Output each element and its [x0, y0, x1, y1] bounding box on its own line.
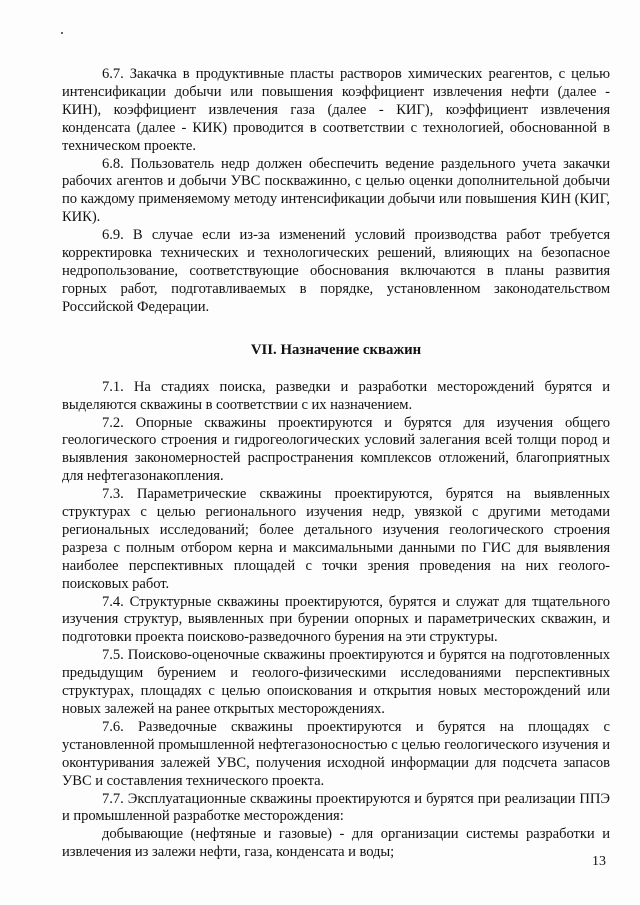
- paragraph-6-7: 6.7. Закачка в продуктивные пласты растворов химических реагентов, с целью интенсификации добычи или повышения коэффициент извлечения нефти (далее - КИН), коэффициент извлечения газа (далее - КИГ), коэффициент извлечения конденсата (далее - КИК) проводится в соответствии с технологией, обоснованной в техническом проекте.: [62, 66, 610, 154]
- scan-speck: [61, 32, 63, 34]
- paragraph-producing-wells: добывающие (нефтяные и газовые) - для организации системы разработки и извлечения из залежи нефти, газа, конденсата и воды;: [62, 826, 610, 861]
- paragraph-7-5: 7.5. Поисково-оценочные скважины проектируются и бурятся на подготовленных предыдущим бурением и геолого-физическими исследованиями перспективных структурах, площадях с целью опоискования и открытия новых месторождений или новых залежей на ранее открытых месторождениях.: [62, 647, 610, 717]
- paragraph-7-7: 7.7. Эксплуатационные скважины проектируются и бурятся при реализации ППЭ и промышленной разработке месторождения:: [62, 790, 610, 825]
- paragraph-6-8: 6.8. Пользователь недр должен обеспечить ведение раздельного учета закачки рабочих агентов и добычи УВС поскважинно, с целью оценки дополнительной добычи по каждому применяемому методу интенсификации добычи или повышения КИН (КИГ, КИК).: [62, 155, 610, 226]
- page-number: 13: [592, 854, 606, 869]
- paragraph-7-1: 7.1. На стадиях поиска, разведки и разработки месторождений бурятся и выделяются скважины в соответствии с их назначением.: [62, 378, 610, 413]
- document-body: [62, 66, 610, 862]
- paragraph-7-6: 7.6. Разведочные скважины проектируются и бурятся на площадях с установленной промышленной нефтегазоносностью с целью геологического изучения и оконтуривания залежей УВС, получения исходной информации для подсчета запасов УВС и составления технического проекта.: [62, 718, 610, 789]
- paragraph-7-2: 7.2. Опорные скважины проектируются и бурятся для изучения общего геологического строения и гидрогеологических условий залегания всей толщи пород и выявления закономерностей распространения комплексов отложений, благоприятных для нефтегазонакопления.: [62, 414, 610, 485]
- section-heading: VII. Назначение скважин: [250, 341, 422, 358]
- paragraph-7-3: 7.3. Параметрические скважины проектируются, бурятся на выявленных структурах с целью регионального изучения недр, увязкой с другими методами региональных исследований; более детального изучения геологического строения разреза с полным отбором керна и максимальными данными по ГИС для выявления наиболее перспективных площадей с точки зрения проведения на них геолого-поисковых работ.: [62, 486, 610, 592]
- paragraph-6-9: 6.9. В случае если из-за изменений условий производства работ требуется корректировка технических и технологических решений, влияющих на безопасное недропользование, соответствующие обоснования включаются в планы развития горных работ, подготавливаемых в порядке, установленном законодательством Российской Федерации.: [62, 227, 610, 315]
- paragraph-7-4: 7.4. Структурные скважины проектируются, бурятся и служат для тщательного изучения структур, выявленных при бурении опорных и параметрических скважин, и подготовки проекта поисково-разведочного бурения на эти структуры.: [62, 593, 610, 646]
